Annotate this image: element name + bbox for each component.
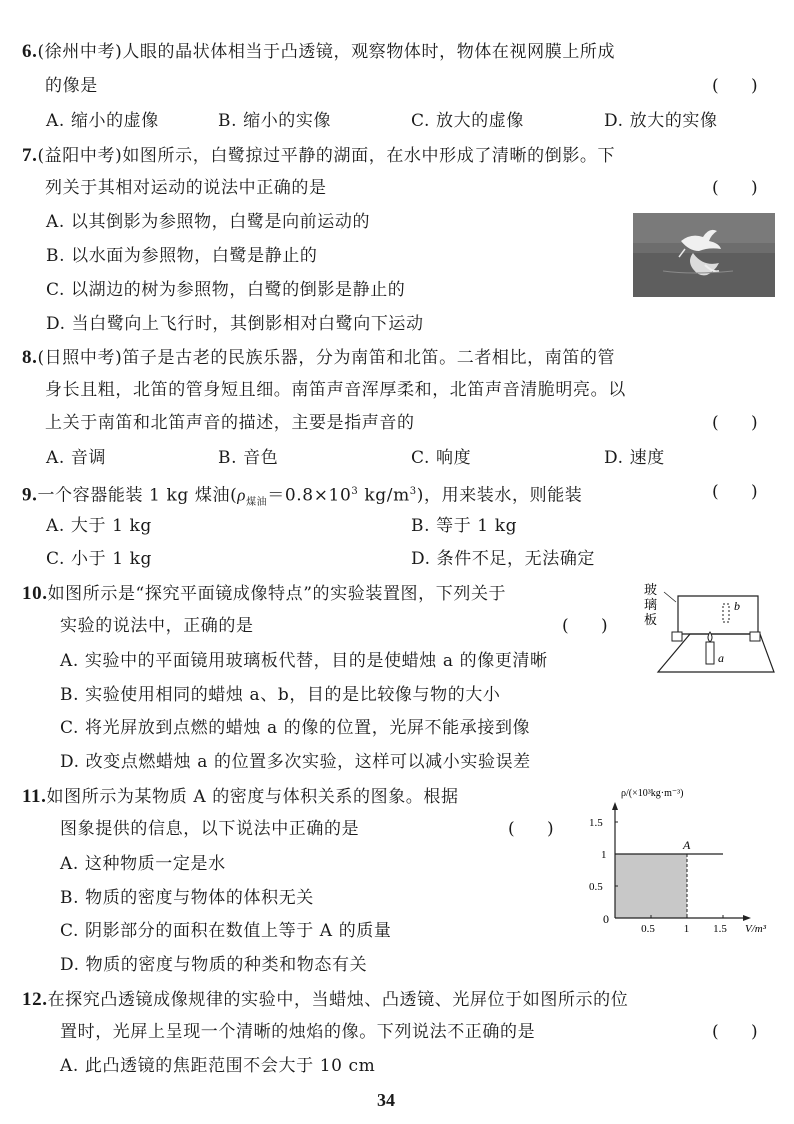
q11-option-a[interactable]: A. 这种物质一定是水 <box>60 854 226 874</box>
q8-line3: 上关于南笛和北笛声音的描述，主要是指声音的 <box>45 413 415 433</box>
candle-a-label: a <box>718 651 724 665</box>
egret-photo <box>633 213 775 297</box>
mirror-experiment-diagram <box>638 578 778 676</box>
q7-answer-blank[interactable]: ( ) <box>712 178 758 198</box>
chart-x-axis-label: V/m³ <box>745 923 767 935</box>
q6-option-a[interactable]: A. 缩小的虚像 <box>46 111 159 131</box>
q9-option-c[interactable]: C. 小于 1 kg <box>46 549 153 569</box>
chart-point-label: A <box>683 838 691 852</box>
q7-stem: (益阳中考)如图所示，白鹭掠过平静的湖面，在水中形成了清晰的倒影。下 <box>37 146 616 166</box>
q8-option-c[interactable]: C. 响度 <box>411 448 472 468</box>
q10-answer-blank[interactable]: ( ) <box>562 616 608 636</box>
q6-number: 6. <box>22 41 38 62</box>
q6-option-b[interactable]: B. 缩小的实像 <box>218 111 332 131</box>
q7-option-d[interactable]: D. 当白鹭向上飞行时，其倒影相对白鹭向下运动 <box>46 314 424 334</box>
q11-number: 11. <box>22 786 47 807</box>
chart-x-tick-label: 1.5 <box>713 923 727 935</box>
q10-stem: 如图所示是“探究平面镜成像特点”的实验装置图，下列关于 <box>47 584 507 604</box>
q7-option-c[interactable]: C. 以湖边的树为参照物，白鹭的倒影是静止的 <box>46 280 406 300</box>
chart-x-tick-label: 0.5 <box>641 923 655 935</box>
q9-number: 9. <box>22 484 38 506</box>
q7-option-a[interactable]: A. 以其倒影为参照物，白鹭是向前运动的 <box>46 212 371 232</box>
density-volume-chart <box>585 780 785 940</box>
q9-option-a[interactable]: A. 大于 1 kg <box>46 516 152 536</box>
q9-answer-blank[interactable]: ( ) <box>712 482 758 502</box>
q8-option-d[interactable]: D. 速度 <box>604 448 665 468</box>
q9-line1 <box>22 480 582 515</box>
q9-option-d[interactable]: D. 条件不足，无法确定 <box>411 549 596 569</box>
q10-number: 10. <box>22 583 48 604</box>
q9-option-b[interactable]: B. 等于 1 kg <box>411 516 518 536</box>
q12-stem: 在探究凸透镜成像规律的实验中，当蜡烛、凸透镜、光屏位于如图所示的位 <box>47 990 629 1010</box>
q9-stem-c: kg/m <box>358 485 410 506</box>
q8-stem: (日照中考)笛子是古老的民族乐器，分为南笛和北笛。二者相比，南笛的管 <box>37 348 616 368</box>
q12-answer-blank[interactable]: ( ) <box>712 1022 758 1042</box>
chart-y-tick-label: 1 <box>601 849 607 861</box>
q10-option-c[interactable]: C. 将光屏放到点燃的蜡烛 a 的像的位置，光屏不能承接到像 <box>60 718 531 738</box>
q6-answer-blank[interactable]: ( ) <box>712 76 758 96</box>
q12-line2: 置时，光屏上呈现一个清晰的烛焰的像。下列说法不正确的是 <box>60 1022 536 1042</box>
chart-y-tick-label: 1.5 <box>589 817 603 829</box>
board-label-1: 玻 <box>644 582 658 597</box>
board-label-3: 板 <box>644 612 658 627</box>
chart-shaded-area <box>615 854 687 918</box>
q9-exponent: 3 <box>351 486 359 497</box>
q11-stem: 如图所示为某物质 A 的密度与体积关系的图象。根据 <box>46 787 459 807</box>
chart-x-tick-label: 1 <box>683 923 690 935</box>
q6-line2: 的像是 <box>45 76 98 96</box>
q12-line1 <box>22 988 628 1012</box>
q8-answer-blank[interactable]: ( ) <box>712 413 758 433</box>
q7-line1 <box>22 144 615 168</box>
q9-stem-b: ＝0.8×10 <box>267 485 352 506</box>
q6-option-d[interactable]: D. 放大的实像 <box>604 111 718 131</box>
q9-stem-a: 一个容器能装 1 kg 煤油( <box>37 485 238 506</box>
q10-option-d[interactable]: D. 改变点燃蜡烛 a 的位置多次实验，这样可以减小实验误差 <box>60 752 531 772</box>
q10-line2: 实验的说法中，正确的是 <box>60 616 254 636</box>
q8-line1 <box>22 346 615 370</box>
q9-unit-exponent: 3 <box>409 486 417 497</box>
q12-number: 12. <box>22 989 48 1010</box>
q8-option-b[interactable]: B. 音色 <box>218 448 279 468</box>
chart-origin-label: 0 <box>603 912 609 926</box>
q8-line2: 身长且粗，北笛的管身短且细。南笛声音浑厚柔和，北笛声音清脆明亮。以 <box>45 380 626 400</box>
chart-y-tick-label: 0.5 <box>589 881 603 893</box>
q7-option-b[interactable]: B. 以水面为参照物，白鹭是静止的 <box>46 246 318 266</box>
q10-option-a[interactable]: A. 实验中的平面镜用玻璃板代替，目的是使蜡烛 a 的像更清晰 <box>60 651 548 671</box>
page-number: 34 <box>377 1090 395 1110</box>
q10-option-b[interactable]: B. 实验使用相同的蜡烛 a、b，目的是比较像与物的大小 <box>60 685 501 705</box>
chart-y-axis-label: ρ/(×10³kg·m⁻³) <box>621 788 684 799</box>
q6-line1 <box>22 40 615 64</box>
egret-reflection-image <box>633 213 775 297</box>
candle-b-label: b <box>734 599 740 613</box>
q9-rho-symbol: ρ <box>237 485 247 505</box>
q11-answer-blank[interactable]: ( ) <box>508 819 554 839</box>
q8-number: 8. <box>22 347 38 368</box>
q12-option-a[interactable]: A. 此凸透镜的焦距范围不会大于 10 cm <box>60 1056 376 1076</box>
q11-line2: 图象提供的信息，以下说法中正确的是 <box>60 819 360 839</box>
q6-stem: (徐州中考)人眼的晶状体相当于凸透镜，观察物体时，物体在视网膜上所成 <box>37 42 616 62</box>
chart-y-axis-arrow <box>612 802 618 810</box>
q11-option-d[interactable]: D. 物质的密度与物质的种类和物态有关 <box>60 955 368 975</box>
q6-option-c[interactable]: C. 放大的虚像 <box>411 111 525 131</box>
q7-number: 7. <box>22 145 38 166</box>
q8-option-a[interactable]: A. 音调 <box>46 448 107 468</box>
q9-stem-d: )，用来装水，则能装 <box>416 485 583 506</box>
chart-x-axis-arrow <box>743 915 751 921</box>
q11-option-c[interactable]: C. 阴影部分的面积在数值上等于 A 的质量 <box>60 921 392 941</box>
board-label-2: 璃 <box>644 597 658 612</box>
q7-line2: 列关于其相对运动的说法中正确的是 <box>45 178 327 198</box>
q11-line1 <box>22 785 459 809</box>
q11-option-b[interactable]: B. 物质的密度与物体的体积无关 <box>60 888 314 908</box>
q9-rho-subscript: 煤油 <box>246 497 268 509</box>
q10-line1 <box>22 582 506 606</box>
